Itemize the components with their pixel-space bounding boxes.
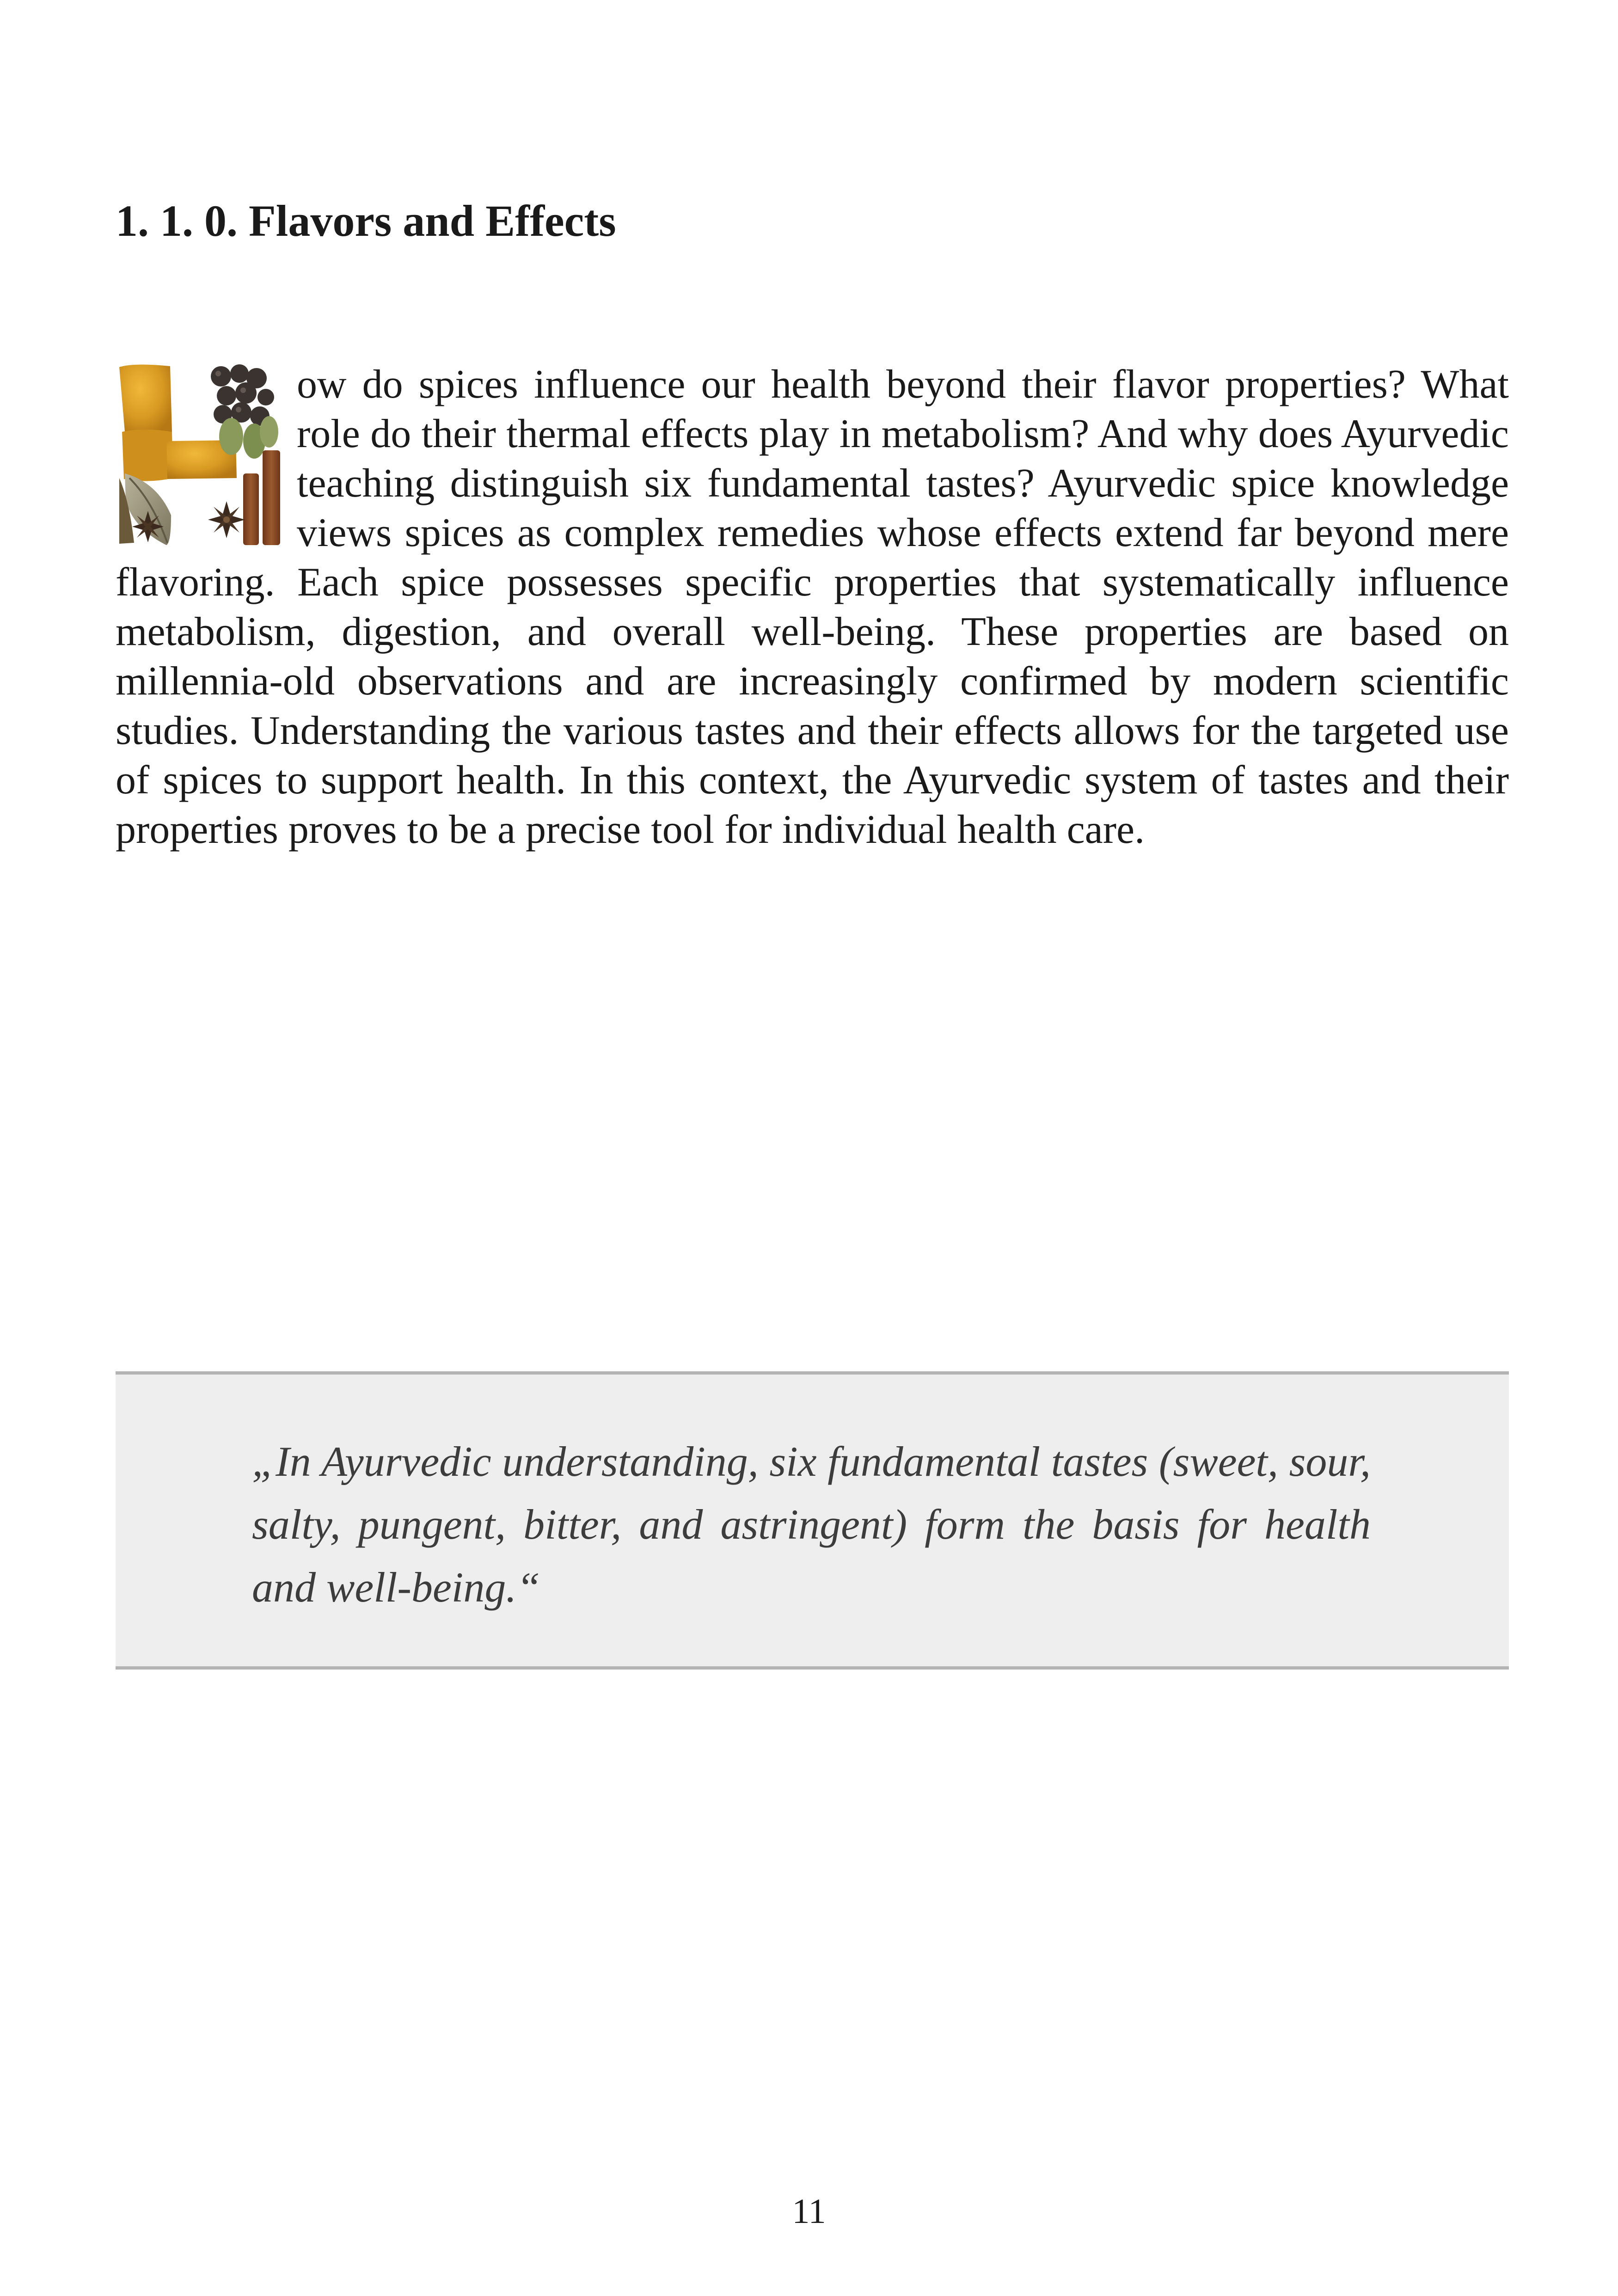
spice-letter-h-icon — [116, 362, 283, 547]
pull-quote-box — [116, 1371, 1509, 1670]
page-number: 11 — [792, 2192, 826, 2231]
pull-quote-text: „In Ayurvedic understanding, six fundamental tastes (sweet, sour, salty, pungent, bitter, and astringent) form the basis for health and well-being.“ — [252, 1438, 1371, 1611]
intro-paragraph-text: ow do spices influence our health beyond their flavor properties? What role do their thermal effects play in metabolism? And why does Ayurvedic teaching distinguish six fundamental tastes? Ayurvedic spice knowledge views spices as complex remedies whose effects extend far beyond mere flavoring. Each spice possesses specific properties that systematically influence metabolism, digestion, and overall well-being. These properties are based on millennia-old observations and are increasingly confirmed by modern scientific studies. Understanding the various tastes and their effects allows for the targeted use of spices to support health. In this context, the Ayurvedic system of tastes and their properties proves to be a precise tool for individual health care. — [116, 362, 1509, 852]
intro-paragraph — [116, 360, 1509, 854]
section-heading: 1. 1. 0. Flavors and Effects — [116, 196, 616, 246]
